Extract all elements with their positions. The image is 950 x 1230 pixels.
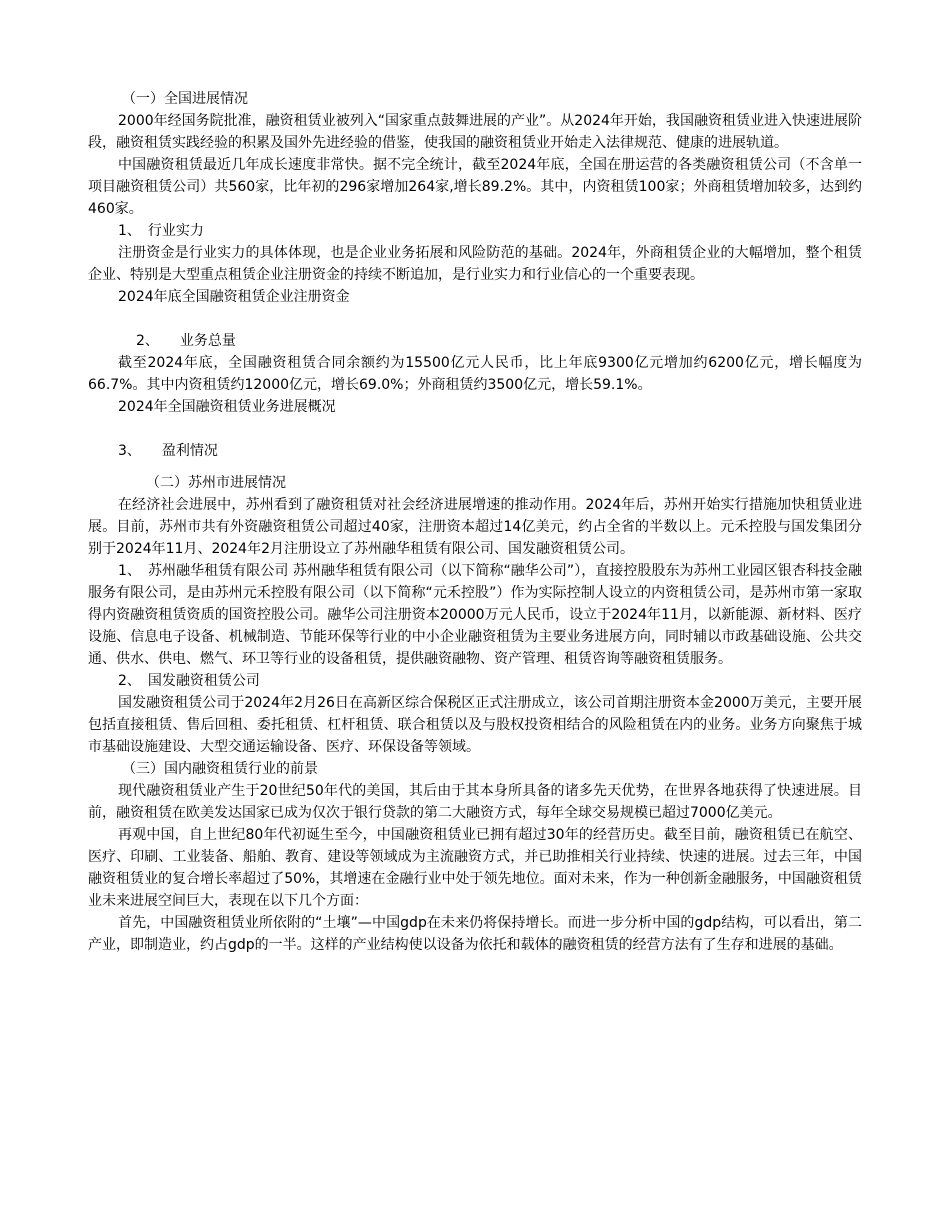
paragraph-outlook-china: 再观中国，自上世纪80年代初诞生至今，中国融资租赁业已拥有超过30年的经营历史。截至目前，融资租赁已在航空、医疗、印刷、工业装备、船舶、教育、建设等领域成为主流融资方式，并已助推相关行业持续、快速的进展。过去三年，中国融资租赁业的复合增长率超过了50%，其增速在金融行业中处于领先地位。面对未来，作为一种创新金融服务，中国融资租赁业未来进展空间巨大，表现在以下几个方面：: [88, 827, 862, 909]
subheading-business-volume: 2、 业务总量: [136, 333, 236, 349]
caption-registered-capital: 2024年底全国融资租赁企业注册资金: [118, 289, 350, 305]
section-heading-national: （一）全国进展情况: [122, 91, 248, 107]
section-heading-outlook: （三）国内融资租赁行业的前景: [122, 761, 318, 777]
subheading-guofa-leasing: 2、 国发融资租赁公司: [118, 673, 260, 689]
paragraph-ronghua-leasing: 1、 苏州融华租赁有限公司 苏州融华租赁有限公司（以下简称“融华公司”），直接控股股东为苏州工业园区银杏科技金融服务有限公司，是由苏州元禾控股有限公司（以下简称“元禾控股”）作为实际控制人设立的内资租赁公司，是苏州市第一家取得内资融资租赁资质的国资控股公司。融华公司注册资本20000万元人民币，设立于2024年11月，以新能源、新材料、医疗设施、信息电子设备、机械制造、节能环保等行业的中小企业融资租赁为主要业务进展方向，同时辅以市政基础设施、公共交通、供水、供电、燃气、环卫等行业的设备租赁，提供融资融物、资产管理、租赁咨询等融资租赁服务。: [88, 563, 862, 667]
subheading-profit: 3、 盈利情况: [118, 443, 218, 459]
spacer: [88, 462, 862, 472]
spacer: [88, 418, 862, 440]
spacer: [88, 308, 862, 330]
paragraph-outlook-first: 首先，中国融资租赁业所依附的“土壤”—中国gdp在未来仍将保持增长。而进一步分析中国的gdp结构，可以看出，第二产业，即制造业，约占gdp的一半。这样的产业结构使以设备为依托和载体的融资租赁的经营方法有了生存和进展的基础。: [88, 915, 862, 953]
caption-business-overview: 2024年全国融资租赁业务进展概况: [118, 399, 336, 415]
section-heading-suzhou: （二）苏州市进展情况: [146, 475, 286, 491]
paragraph-guofa-leasing: 国发融资租赁公司于2024年2月26日在高新区综合保税区正式注册成立，该公司首期注册资本金2000万美元，主要开展包括直接租赁、售后回租、委托租赁、杠杆租赁、联合租赁以及与股权投资相结合的风险租赁在内的业务。业务方向聚焦于城市基础设施建设、大型交通运输设备、医疗、环保设备等领域。: [88, 695, 862, 755]
paragraph-national-history: 2000年经国务院批准，融资租赁业被列入“国家重点鼓舞进展的产业”。从2024年开始，我国融资租赁业进入快速进展阶段，融资租赁实践经验的积累及国外先进经验的借鉴，使我国的融资租赁业开始走入法律规范、健康的进展轨道。: [88, 113, 862, 151]
subheading-industry-strength: 1、 行业实力: [118, 223, 204, 239]
paragraph-suzhou-overview: 在经济社会进展中，苏州看到了融资租赁对社会经济进展增速的推动作用。2024年后，苏州开始实行措施加快租赁业进展。目前，苏州市共有外资融资租赁公司超过40家，注册资本超过14亿美元，约占全省的半数以上。元禾控股与国发集团分别于2024年11月、2024年2月注册设立了苏州融华租赁有限公司、国发融资租赁公司。: [88, 497, 862, 557]
paragraph-business-volume: 截至2024年底，全国融资租赁合同余额约为15500亿元人民币，比上年底9300亿元增加约6200亿元，增长幅度为66.7%。其中内资租赁约12000亿元，增长69.0%；外商租赁约3500亿元，增长59.1%。: [88, 355, 862, 393]
paragraph-national-growth: 中国融资租赁最近几年成长速度非常快。据不完全统计，截至2024年底，全国在册运营的各类融资租赁公司（不含单一项目融资租赁公司）共560家，比年初的296家增加264家,增长89.2%。其中，内资租赁100家；外商租赁增加较多，达到约460家。: [88, 157, 862, 217]
paragraph-outlook-origin: 现代融资租赁业产生于20世纪50年代的美国，其后由于其本身所具备的诸多先天优势，在世界各地获得了快速进展。目前，融资租赁在欧美发达国家已成为仅次于银行贷款的第二大融资方式，每年全球交易规模已超过7000亿美元。: [88, 783, 862, 821]
paragraph-industry-strength: 注册资金是行业实力的具体体现，也是企业业务拓展和风险防范的基础。2024年，外商租赁企业的大幅增加，整个租赁企业、特别是大型重点租赁企业注册资金的持续不断追加，是行业实力和行业信心的一个重要表现。: [88, 245, 862, 283]
